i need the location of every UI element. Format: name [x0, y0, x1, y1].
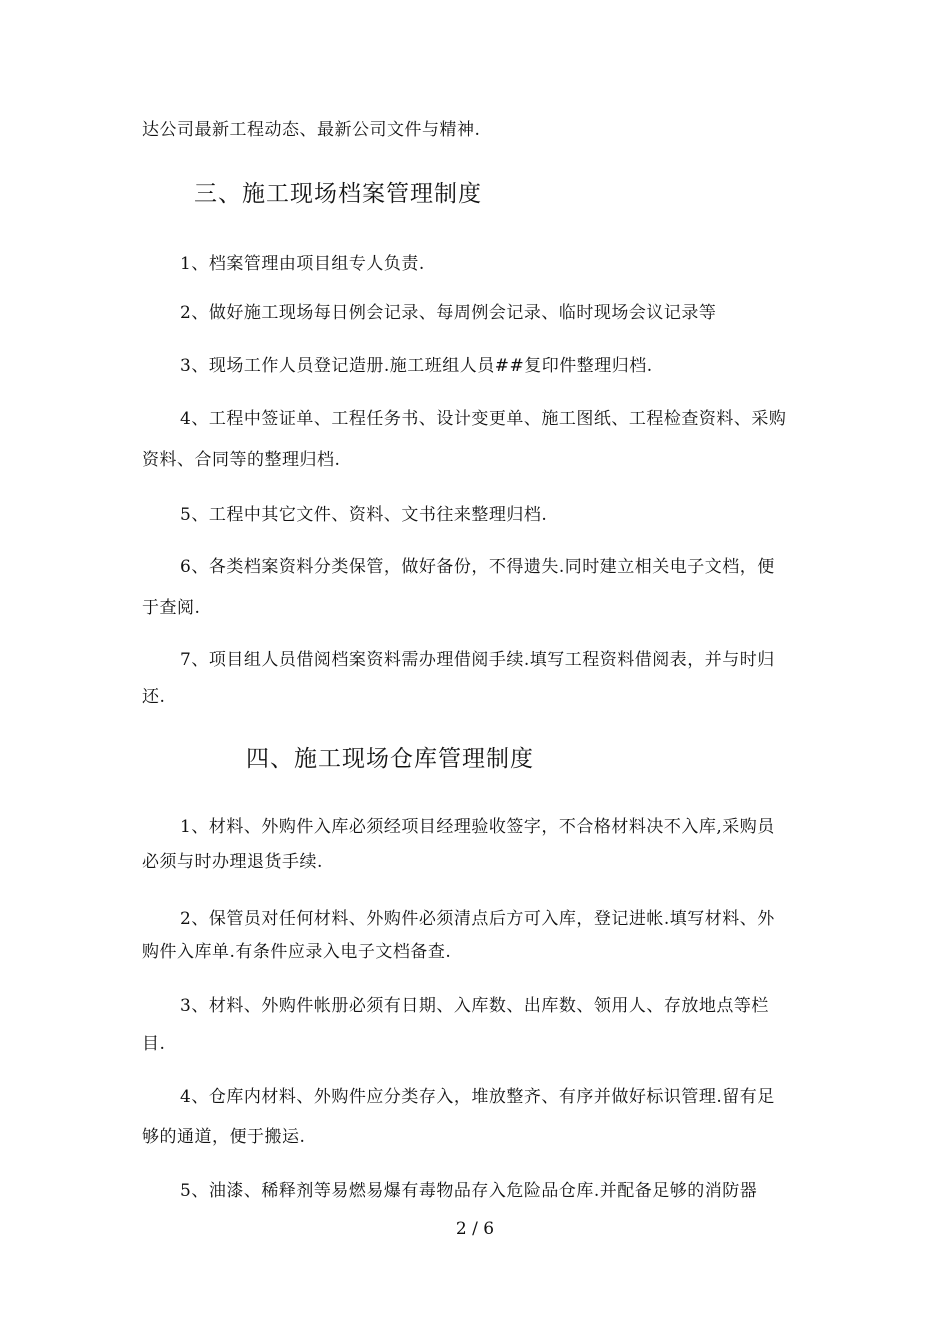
list-item-line: 于查阅. — [142, 598, 201, 618]
list-item-line: 必须与时办理退货手续. — [142, 852, 323, 872]
list-item-line: 资料、合同等的整理归档. — [142, 450, 341, 470]
list-item-line: 4、工程中签证单、工程任务书、设计变更单、施工图纸、工程检查资料、采购 — [180, 409, 787, 429]
list-item-line: 3、材料、外购件帐册必须有日期、入库数、出库数、领用人、存放地点等栏 — [180, 996, 769, 1016]
list-item-line: 够的通道，便于搬运. — [142, 1127, 306, 1147]
list-item-line: 6、各类档案资料分类保管，做好备份，不得遗失.同时建立相关电子文档，便 — [180, 557, 775, 577]
section-heading-warehouse: 四、施工现场仓库管理制度 — [246, 746, 534, 772]
list-item-line: 7、项目组人员借阅档案资料需办理借阅手续.填写工程资料借阅表，并与时归 — [180, 650, 775, 670]
continuation-text: 达公司最新工程动态、最新公司文件与精神. — [142, 120, 481, 140]
list-item-line: 2、做好施工现场每日例会记录、每周例会记录、临时现场会议记录等 — [180, 303, 717, 323]
list-item-line: 目. — [142, 1034, 166, 1054]
list-item-line: 5、油漆、稀释剂等易燃易爆有毒物品存入危险品仓库.并配备足够的消防器 — [180, 1181, 758, 1201]
list-item-line: 1、档案管理由项目组专人负责. — [180, 254, 425, 274]
list-item-line: 5、工程中其它文件、资料、文书往来整理归档. — [180, 505, 548, 525]
section-heading-archive: 三、施工现场档案管理制度 — [194, 181, 482, 207]
list-item-line: 1、材料、外购件入库必须经项目经理验收签字，不合格材料决不入库,采购员 — [180, 817, 775, 837]
list-item-line: 2、保管员对任何材料、外购件必须清点后方可入库，登记进帐.填写材料、外 — [180, 909, 775, 929]
page-number: 2 / 6 — [455, 1219, 495, 1239]
list-item-line: 购件入库单.有条件应录入电子文档备查. — [142, 942, 452, 962]
list-item-line: 3、现场工作人员登记造册.施工班组人员##复印件整理归档. — [180, 356, 653, 376]
list-item-line: 还. — [142, 687, 166, 707]
list-item-line: 4、仓库内材料、外购件应分类存入，堆放整齐、有序并做好标识管理.留有足 — [180, 1087, 775, 1107]
